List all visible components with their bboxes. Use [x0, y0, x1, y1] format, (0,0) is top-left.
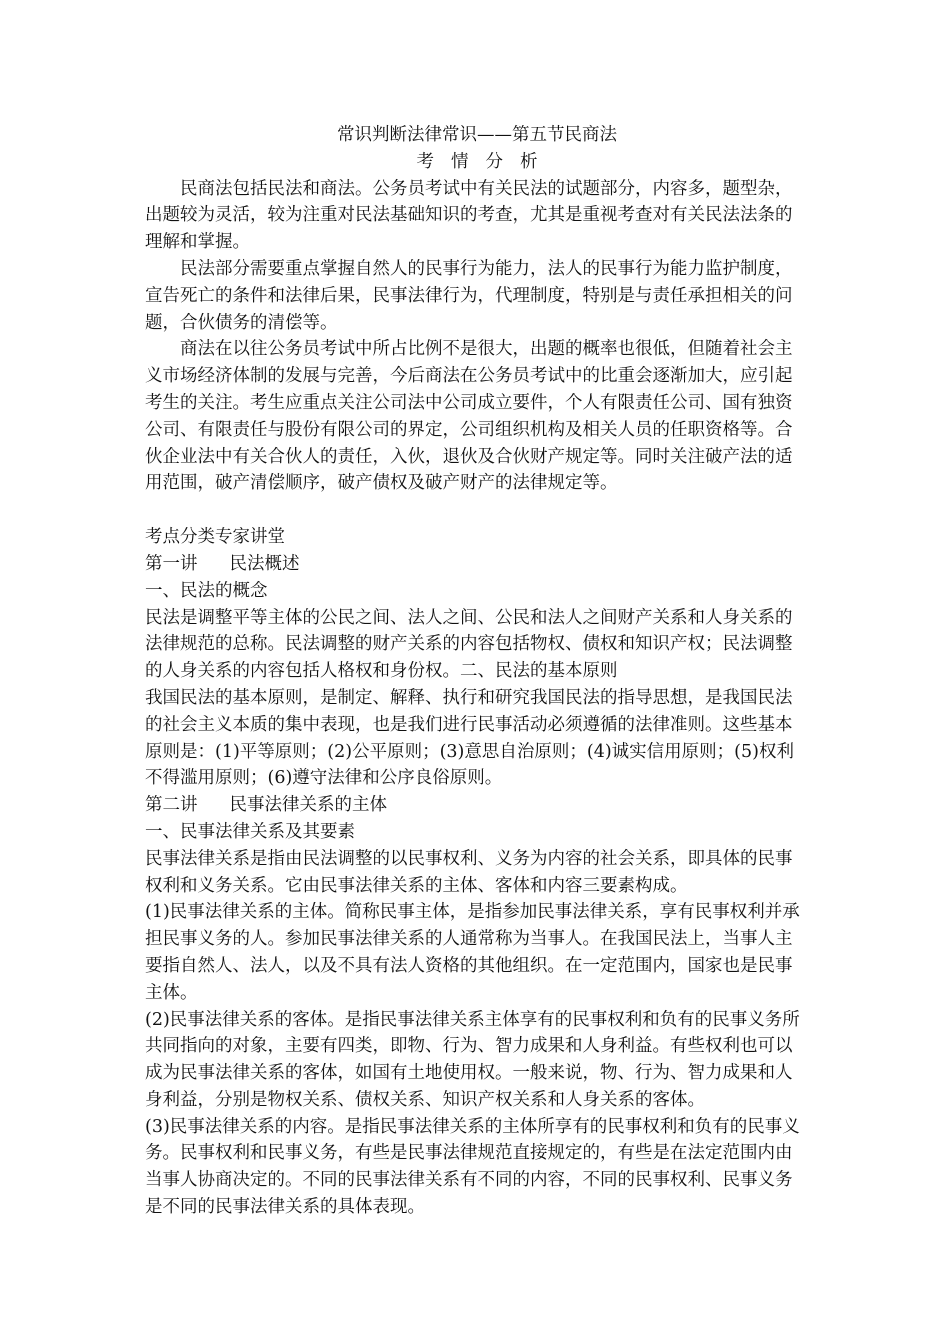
lecture-1-heading — [145, 551, 809, 578]
intro-paragraph-3: 商法在以往公务员考试中所占比例不是很大，出题的概率也很低，但随着社会主义市场经济体制的发展与完善，今后商法在公务员考试中的比重会逐渐加大，应引起考生的关注。考生应重点关注公司法中公司成立要件，个人有限责任公司、国有独资公司、有限责任与股份有限公司的界定，公司组织机构及相关人员的任职资格等。合伙企业法中有关合伙人的责任，入伙，退伙及合伙财产规定等。同时关注破产法的适用范围，破产清偿顺序，破产债权及破产财产的法律规定等。 — [145, 339, 793, 494]
lecture-1-paragraph-1: 民法是调整平等主体的公民之间、法人之间、公民和法人之间财产关系和人身关系的法律规范的总称。民法调整的财产关系的内容包括物权、债权和知识产权；民法调整的人身关系的内容包括人格权和身份权。二、民法的基本原则 — [145, 607, 793, 682]
lecture-2-paragraph-1: 民事法律关系是指由民法调整的以民事权利、义务为内容的社会关系，即具体的民事权利和义务关系。它由民事法律关系的主体、客体和内容三要素构成。 — [145, 848, 793, 896]
document-title: 常识判断法律常识——第五节民商法 — [337, 125, 617, 145]
lecture-2-label: 第二讲 — [145, 795, 198, 816]
lecture-1-label: 第一讲 — [145, 553, 198, 574]
lecture-2-subheading: 一、民事法律关系及其要素 — [145, 821, 355, 842]
lecture-1-subheading: 一、民法的概念 — [145, 580, 268, 601]
lecture-2-paragraph-4: (3)民事法律关系的内容。是指民事法律关系的主体所享有的民事权利和负有的民事义务。民事权利和民事义务，有些是民事法律规范直接规定的，有些是在法定范围内由当事人协商决定的。不同的民事法律关系有不同的内容，不同的民事权利、民事义务是不同的民事法律关系的具体表现。 — [145, 1116, 800, 1218]
intro-paragraph-1: 民商法包括民法和商法。公务员考试中有关民法的试题部分，内容多，题型杂，出题较为灵活，较为注重对民法基础知识的考查，尤其是重视考查对有关民法法条的理解和掌握。 — [145, 178, 793, 253]
document-subtitle: 考情分析 — [416, 151, 555, 172]
lecture-2-paragraph-2: (1)民事法律关系的主体。简称民事主体，是指参加民事法律关系，享有民事权利并承担民事义务的人。参加民事法律关系的人通常称为当事人。在我国民法上，当事人主要指自然人、法人，以及不具有法人资格的其他组织。在一定范围内，国家也是民事主体。 — [145, 902, 800, 1003]
lecture-2-title: 民事法律关系的主体 — [229, 795, 387, 816]
spacer — [145, 497, 809, 524]
intro-paragraph-2: 民法部分需要重点掌握自然人的民事行为能力，法人的民事行为能力监护制度，宣告死亡的条件和法律后果，民事法律行为，代理制度，特别是与责任承担相关的问题，合伙债务的清偿等。 — [145, 258, 793, 333]
lecture-2-paragraph-3: (2)民事法律关系的客体。是指民事法律关系主体享有的民事权利和负有的民事义务所共同指向的对象，主要有四类，即物、行为、智力成果和人身利益。有些权利也可以成为民事法律关系的客体，如国有土地使用权。一般来说，物、行为、智力成果和人身利益，分别是物权关系、债权关系、知识产权关系和人身关系的客体。 — [145, 1009, 800, 1110]
lecture-2-heading — [145, 792, 809, 819]
lecture-1-title: 民法概述 — [229, 553, 300, 574]
section-heading: 考点分类专家讲堂 — [145, 527, 285, 548]
document-body — [145, 122, 809, 1221]
lecture-1-paragraph-2: 我国民法的基本原则，是制定、解释、执行和研究我国民法的指导思想，是我国民法的社会主义本质的集中表现，也是我们进行民事活动必须遵循的法律准则。这些基本原则是：(1)平等原则；(2)公平原则；(3)意思自治原则；(4)诚实信用原则；(5)权利不得滥用原则；(6)遵守法律和公序良俗原则。 — [145, 687, 794, 789]
